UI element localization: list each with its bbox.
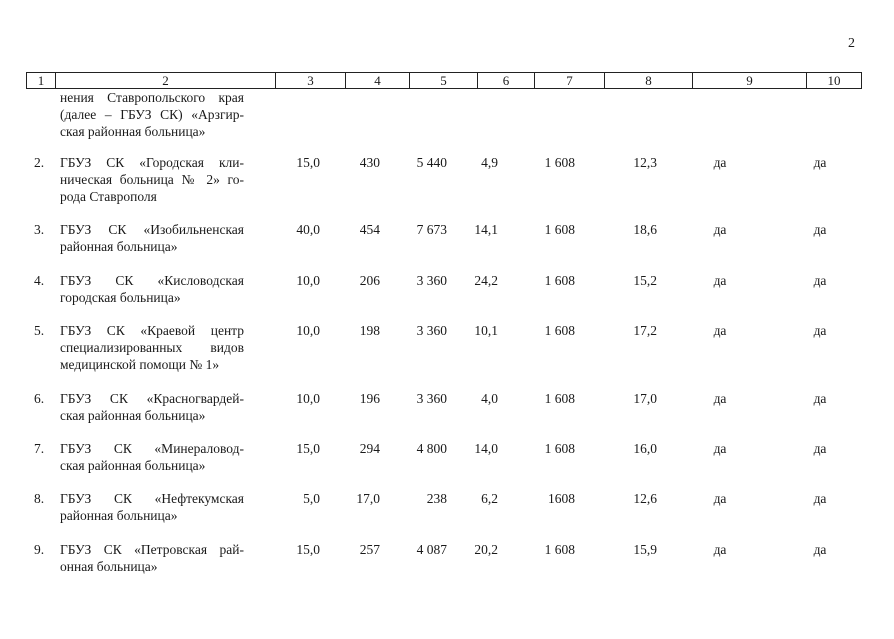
institution-name: [60, 541, 244, 575]
cell-col8: 12,6: [633, 491, 657, 506]
name-line: ГБУЗ СК «Краевой центр: [60, 323, 244, 338]
page-number: 2: [848, 36, 855, 51]
cell-col6: 14,0: [474, 441, 498, 456]
row-number: 8.: [34, 491, 45, 506]
name-line: ГБУЗ СК «Нефтекумская: [60, 491, 244, 506]
header-cell-6: 6: [478, 72, 535, 89]
cell-col4: 198: [359, 323, 380, 338]
cell-col8: 15,2: [633, 273, 657, 288]
cell-col5: 3 360: [416, 323, 447, 338]
name-line: ская районная больница»: [60, 408, 206, 423]
name-line: ническая больница № 2» го-: [60, 172, 244, 187]
cell-col6: 20,2: [474, 542, 498, 557]
name-line: ГБУЗ СК «Петровская рай-: [60, 542, 244, 557]
name-line: ГБУЗ СК «Кисловодская: [60, 273, 244, 288]
cell-col6: 4,0: [481, 391, 498, 406]
row-number: 5.: [34, 323, 45, 338]
name-line: ГБУЗ СК «Изобильненская: [60, 222, 244, 237]
header-cell-5: 5: [410, 72, 478, 89]
cell-col8: 16,0: [633, 441, 657, 456]
cell-col9: да: [713, 155, 727, 170]
institution-name: [60, 272, 244, 306]
header-cell-7: 7: [535, 72, 605, 89]
cell-col5: 4 800: [416, 441, 447, 456]
institution-name: [60, 221, 244, 255]
cell-col7: 1 608: [544, 222, 575, 237]
cell-col3: 10,0: [296, 273, 320, 288]
row-number: 7.: [34, 441, 45, 456]
cell-col7: 1 608: [544, 155, 575, 170]
header-cell-9: 9: [693, 72, 807, 89]
cell-col10: да: [813, 323, 827, 338]
cell-col4: 17,0: [356, 491, 380, 506]
cell-col9: да: [713, 323, 727, 338]
name-line: ская районная больница»: [60, 458, 206, 473]
cell-col8: 15,9: [633, 542, 657, 557]
cell-col6: 6,2: [481, 491, 498, 506]
cell-col3: 10,0: [296, 391, 320, 406]
row-number: 6.: [34, 391, 45, 406]
name-line: рода Ставрополя: [60, 189, 157, 204]
row-number: 2.: [34, 155, 45, 170]
cell-col4: 430: [359, 155, 380, 170]
cell-col3: 15,0: [296, 441, 320, 456]
cell-col10: да: [813, 273, 827, 288]
cell-col5: 238: [426, 491, 447, 506]
cell-col9: да: [713, 491, 727, 506]
cell-col9: да: [713, 273, 727, 288]
cell-col8: 17,0: [633, 391, 657, 406]
cell-col8: 12,3: [633, 155, 657, 170]
cell-col3: 10,0: [296, 323, 320, 338]
name-line: городская больница»: [60, 290, 181, 305]
name-line: (далее – ГБУЗ СК) «Арзгир-: [60, 107, 244, 122]
cell-col6: 14,1: [474, 222, 498, 237]
header-cell-3: 3: [276, 72, 346, 89]
cell-col10: да: [813, 391, 827, 406]
institution-name: [60, 390, 244, 424]
cell-col6: 24,2: [474, 273, 498, 288]
cell-col5: 7 673: [416, 222, 447, 237]
name-line: ГБУЗ СК «Городская кли-: [60, 155, 244, 170]
header-cell-4: 4: [346, 72, 410, 89]
header-cell-2: 2: [56, 72, 276, 89]
cell-col7: 1 608: [544, 441, 575, 456]
name-line: нения Ставропольского края: [60, 90, 244, 105]
cell-col7: 1608: [548, 491, 575, 506]
table-header-row: [26, 72, 862, 89]
cell-col10: да: [813, 491, 827, 506]
continuation-name-cell: [60, 89, 244, 140]
cell-col4: 206: [359, 273, 380, 288]
row-number: 9.: [34, 542, 45, 557]
cell-col10: да: [813, 441, 827, 456]
institution-name: [60, 440, 244, 474]
cell-col7: 1 608: [544, 323, 575, 338]
row-number: 3.: [34, 222, 45, 237]
cell-col7: 1 608: [544, 391, 575, 406]
header-cell-1: 1: [26, 72, 56, 89]
cell-col6: 4,9: [481, 155, 498, 170]
cell-col9: да: [713, 222, 727, 237]
row-number: 4.: [34, 273, 45, 288]
cell-col9: да: [713, 391, 727, 406]
cell-col5: 3 360: [416, 391, 447, 406]
institution-name: [60, 322, 244, 373]
cell-col7: 1 608: [544, 273, 575, 288]
header-cell-8: 8: [605, 72, 693, 89]
cell-col3: 15,0: [296, 155, 320, 170]
cell-col5: 3 360: [416, 273, 447, 288]
name-line: медицинской помощи № 1»: [60, 357, 220, 372]
cell-col10: да: [813, 222, 827, 237]
name-line: ская районная больница»: [60, 124, 206, 139]
cell-col8: 18,6: [633, 222, 657, 237]
cell-col10: да: [813, 542, 827, 557]
header-cell-10: 10: [807, 72, 862, 89]
cell-col5: 4 087: [416, 542, 447, 557]
cell-col4: 294: [359, 441, 380, 456]
name-line: районная больница»: [60, 508, 178, 523]
cell-col6: 10,1: [474, 323, 498, 338]
cell-col9: да: [713, 441, 727, 456]
cell-col5: 5 440: [416, 155, 447, 170]
name-line: районная больница»: [60, 239, 178, 254]
cell-col7: 1 608: [544, 542, 575, 557]
cell-col3: 40,0: [296, 222, 320, 237]
cell-col4: 257: [359, 542, 380, 557]
name-line: онная больница»: [60, 559, 158, 574]
name-line: ГБУЗ СК «Минераловод-: [60, 441, 244, 456]
cell-col3: 15,0: [296, 542, 320, 557]
institution-name: [60, 154, 244, 205]
cell-col8: 17,2: [633, 323, 657, 338]
cell-col4: 454: [359, 222, 380, 237]
cell-col10: да: [813, 155, 827, 170]
name-line: специализированных видов: [60, 340, 244, 355]
name-line: ГБУЗ СК «Красногвардей-: [60, 391, 244, 406]
institution-name: [60, 490, 244, 524]
cell-col4: 196: [359, 391, 380, 406]
cell-col9: да: [713, 542, 727, 557]
cell-col3: 5,0: [303, 491, 320, 506]
